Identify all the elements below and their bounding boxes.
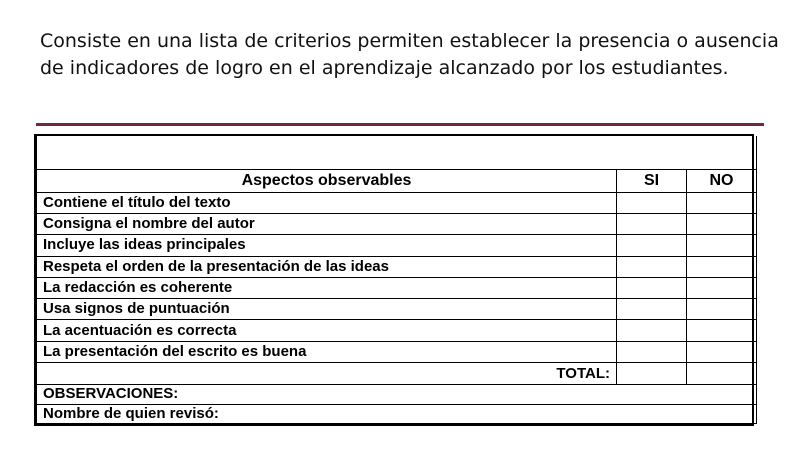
table-row: [37, 320, 757, 341]
total-label: TOTAL:: [37, 363, 617, 385]
header-aspects: Aspectos observables: [37, 170, 617, 192]
no-cell[interactable]: [687, 214, 757, 235]
total-row: [37, 363, 757, 385]
checklist-table: [36, 136, 757, 424]
table-row: [37, 256, 757, 277]
no-cell[interactable]: [687, 277, 757, 298]
si-cell[interactable]: [617, 235, 687, 256]
aspect-label: La redacción es coherente: [37, 277, 617, 298]
table-row: [37, 192, 757, 213]
table-row: [37, 299, 757, 320]
divider-rule: [36, 123, 764, 126]
aspect-label: Consigna el nombre del autor: [37, 214, 617, 235]
si-cell[interactable]: [617, 299, 687, 320]
table-title-row: [37, 136, 757, 170]
header-si: SI: [617, 170, 687, 192]
table-header-row: [37, 170, 757, 192]
si-cell[interactable]: [617, 320, 687, 341]
intro-line-2: de indicadores de logro en el aprendizaje alcanzado por los estudiantes.: [40, 57, 729, 79]
total-no-cell[interactable]: [687, 363, 757, 385]
checklist-table-frame: [34, 134, 754, 426]
aspect-label: Usa signos de puntuación: [37, 299, 617, 320]
reviewer-row: [37, 404, 757, 423]
observations-label[interactable]: OBSERVACIONES:: [37, 385, 757, 404]
reviewer-label[interactable]: Nombre de quien revisó:: [37, 404, 757, 423]
si-cell[interactable]: [617, 341, 687, 362]
table-row: [37, 341, 757, 362]
intro-line-1: Consiste en una lista de criterios permiten establecer la presencia o ausencia: [40, 30, 779, 52]
aspect-label: Contiene el título del texto: [37, 192, 617, 213]
no-cell[interactable]: [687, 192, 757, 213]
si-cell[interactable]: [617, 256, 687, 277]
total-si-cell[interactable]: [617, 363, 687, 385]
no-cell[interactable]: [687, 256, 757, 277]
aspect-label: La presentación del escrito es buena: [37, 341, 617, 362]
table-title-cell: [37, 136, 757, 170]
si-cell[interactable]: [617, 214, 687, 235]
observations-row: [37, 385, 757, 404]
table-row: [37, 214, 757, 235]
si-cell[interactable]: [617, 277, 687, 298]
no-cell[interactable]: [687, 341, 757, 362]
intro-text: [40, 28, 780, 82]
si-cell[interactable]: [617, 192, 687, 213]
table-row: [37, 235, 757, 256]
aspect-label: Respeta el orden de la presentación de las ideas: [37, 256, 617, 277]
aspect-label: La acentuación es correcta: [37, 320, 617, 341]
no-cell[interactable]: [687, 320, 757, 341]
header-no: NO: [687, 170, 757, 192]
aspect-label: Incluye las ideas principales: [37, 235, 617, 256]
table-row: [37, 277, 757, 298]
no-cell[interactable]: [687, 235, 757, 256]
no-cell[interactable]: [687, 299, 757, 320]
